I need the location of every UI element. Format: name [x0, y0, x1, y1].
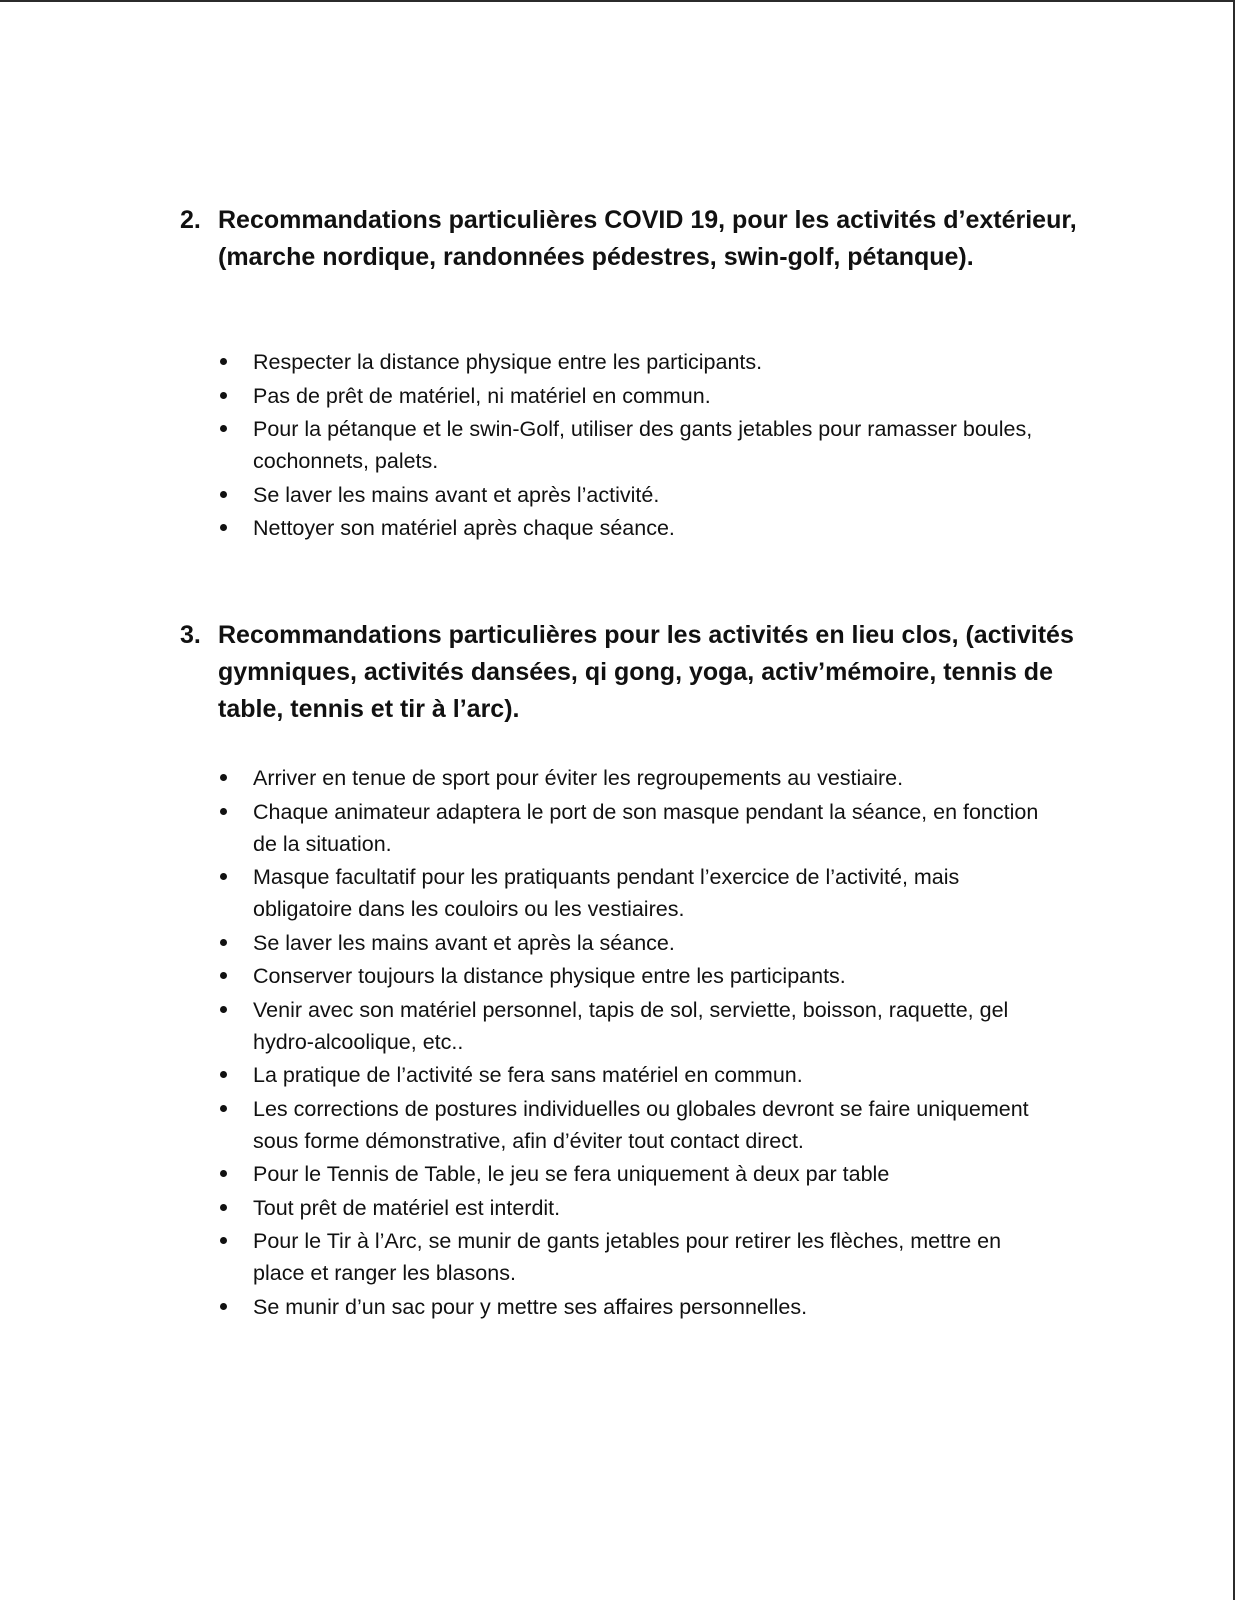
bullet-icon	[220, 392, 227, 399]
bullet-icon	[220, 524, 227, 531]
bullet-icon	[220, 873, 227, 880]
list-item	[220, 1059, 1050, 1091]
list-item	[220, 346, 1050, 378]
list-item	[220, 960, 1050, 992]
bullet-icon	[220, 1303, 227, 1310]
list-item-text: Chaque animateur adaptera le port de son masque pendant la séance, en fonction de la situation.	[253, 799, 1039, 856]
list-item-text: Tout prêt de matériel est interdit.	[253, 1195, 561, 1220]
section-heading	[180, 617, 1080, 728]
list-item	[220, 1093, 1050, 1157]
section-title: Recommandations particulières COVID 19, pour les activités d’extérieur, (marche nordique, randonnées pédestres, swin-golf, pétanque).	[218, 206, 1077, 271]
list-item	[220, 762, 1050, 794]
section-indoor	[180, 617, 1080, 1319]
bullet-list	[220, 346, 1050, 546]
bullet-icon	[220, 939, 227, 946]
bullet-list	[220, 762, 1050, 1324]
section-heading	[180, 202, 1080, 276]
list-item-text: Pour la pétanque et le swin-Golf, utiliser des gants jetables pour ramasser boules, cochonnets, palets.	[253, 417, 1033, 473]
list-item	[220, 512, 1050, 544]
bullet-icon	[220, 1006, 227, 1013]
section-number: 3.	[180, 621, 201, 649]
list-item	[220, 380, 1050, 412]
list-item	[220, 1158, 1050, 1190]
list-item	[220, 861, 1050, 925]
bullet-icon	[220, 1204, 227, 1211]
list-item-text: Arriver en tenue de sport pour éviter les regroupements au vestiaire.	[253, 766, 904, 790]
list-item-text: Pour le Tennis de Table, le jeu se fera uniquement à deux par table	[253, 1162, 890, 1186]
list-item	[220, 413, 1050, 477]
list-item	[220, 796, 1050, 860]
bullet-icon	[220, 972, 227, 979]
list-item-text: Nettoyer son matériel après chaque séance.	[253, 516, 675, 540]
bullet-icon	[220, 1237, 227, 1244]
bullet-icon	[220, 425, 227, 432]
list-item-text: Se laver les mains avant et après la séance.	[253, 930, 675, 955]
bullet-icon	[220, 774, 227, 781]
section-title: Recommandations particulières pour les activités en lieu clos, (activités gymniques, activités dansées, qi gong, yoga, activ’mémoire, tennis de table, tennis et tir à l’arc).	[218, 621, 1074, 723]
bullet-icon	[220, 491, 227, 498]
bullet-icon	[220, 1170, 227, 1177]
list-item-text: Masque facultatif pour les pratiquants pendant l’exercice de l’activité, mais obligatoire dans les couloirs ou les vestiaires.	[253, 865, 960, 921]
list-item-text: Conserver toujours la distance physique entre les participants.	[253, 964, 846, 988]
list-item-text: Pour le Tir à l’Arc, se munir de gants jetables pour retirer les flèches, mettre en place et ranger les blasons.	[253, 1229, 1002, 1285]
section-outdoor	[180, 202, 1080, 540]
list-item-text: Venir avec son matériel personnel, tapis de sol, serviette, boisson, raquette, gel hydro-alcoolique, etc..	[253, 997, 1009, 1054]
bullet-icon	[220, 808, 227, 815]
list-item-text: Pas de prêt de matériel, ni matériel en commun.	[253, 383, 711, 408]
list-item-text: Respecter la distance physique entre les participants.	[253, 350, 763, 374]
bullet-icon	[220, 1071, 227, 1078]
list-item	[220, 1192, 1050, 1224]
list-item	[220, 1225, 1050, 1289]
list-item-text: La pratique de l’activité se fera sans matériel en commun.	[253, 1063, 803, 1087]
list-item	[220, 994, 1050, 1058]
bullet-icon	[220, 1105, 227, 1112]
list-item-text: Se laver les mains avant et après l’activité.	[253, 482, 660, 507]
list-item	[220, 1291, 1050, 1323]
list-item-text: Se munir d’un sac pour y mettre ses affaires personnelles.	[253, 1294, 808, 1319]
section-number: 2.	[180, 206, 201, 234]
bullet-icon	[220, 358, 227, 365]
list-item	[220, 927, 1050, 959]
list-item-text: Les corrections de postures individuelles ou globales devront se faire uniquement sous forme démonstrative, afin d’éviter tout contact direct.	[253, 1096, 1029, 1153]
list-item	[220, 479, 1050, 511]
